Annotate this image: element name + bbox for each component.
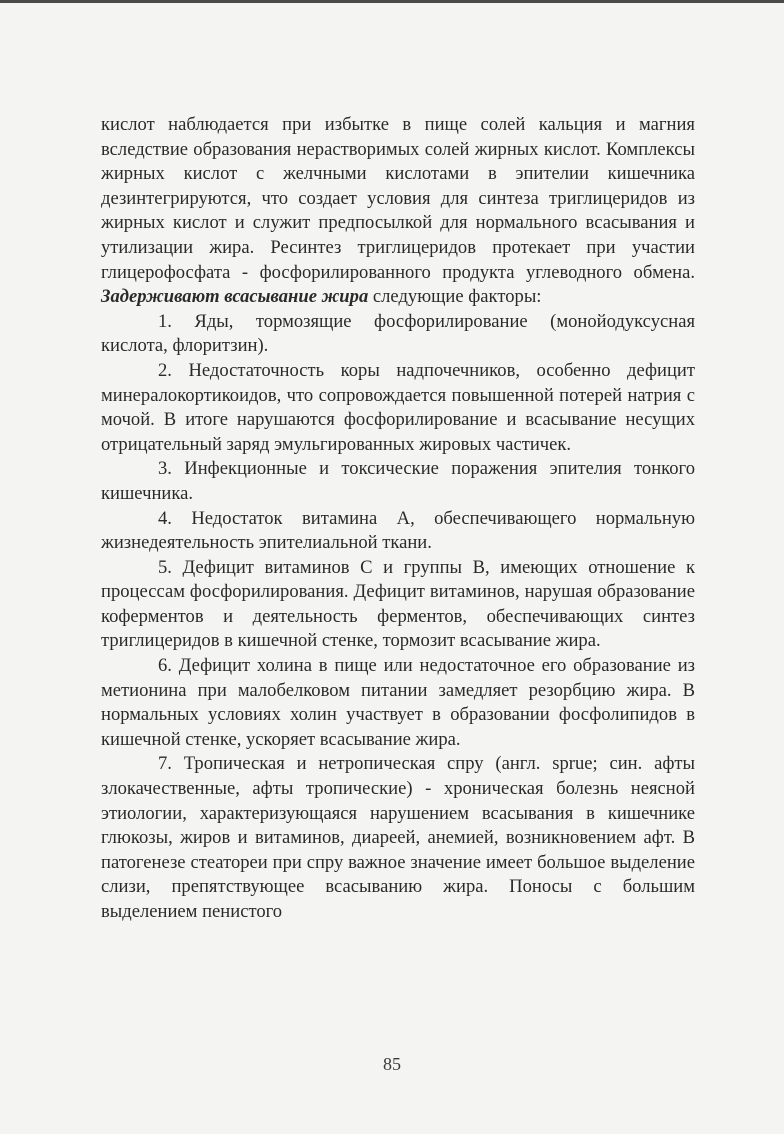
list-item-7: 7. Тропическая и нетропическая спру (англ. sprue; син. афты злокачественные, афты тропические) - хроническая болезнь неясной этиологии, характеризующаяся нарушением всасывания в кишечнике глюкозы, жиров и витаминов, диареей, анемией, возникновением афт. В патогенезе стеатореи при спру важное значение имеет большое выделение слизи, препятствующее всасыванию жира. Поносы с большим выделением пенистого [101, 753, 695, 922]
continuation-text: кислот наблюдается при избытке в пище солей кальция и магния вследствие образования нерастворимых солей жирных кислот. Комплексы жирных кислот с желчными кислотами в эпителии кишечника дезинтегрируются, что создает условия для синтеза триглицеридов из жирных кислот и служит предпосылкой для нормального всасывания и утилизации жира. Ресинтез триглицеридов протекает при участии глицерофосфата - фосфорилированного продукта углеводного обмена. [101, 114, 695, 283]
page-top-edge [0, 0, 784, 3]
list-item-3: 3. Инфекционные и токсические поражения эпителия тонкого кишечника. [101, 458, 695, 504]
text-column [101, 113, 695, 925]
factors-heading-emphasis: Задерживают всасывание жира [101, 286, 369, 308]
list-item-1: 1. Яды, тормозящие фосфорилирование (монойодуксусная кислота, флоритзин). [101, 310, 695, 357]
list-item-5: 5. Дефицит витаминов С и группы В, имеющих отношение к процессам фосфорилирования. Дефицит витаминов, нарушая образование коферментов и деятельность ферментов, обеспечивающих синтез триглицеридов в кишечной стенке, тормозит всасывание жира. [101, 556, 695, 652]
list-item-2: 2. Недостаточность коры надпочечников, особенно дефицит минералокортикоидов, что сопровождается повышенной потерей натрия с мочой. В итоге нарушаются фосфорилирование и всасывание несущих отрицательный заряд эмульгированных жировых частичек. [101, 359, 695, 455]
list-item-6: 6. Дефицит холина в пище или недостаточное его образование из метионина при малобелковом питании замедляет резорбцию жира. В нормальных условиях холин участвует в образовании фосфолипидов в кишечной стенке, ускоряет всасывание жира. [101, 655, 695, 750]
list-item-4: 4. Недостаток витамина А, обеспечивающего нормальную жизнедеятельность эпителиальной ткани. [101, 507, 695, 554]
paragraph-continuation [101, 113, 695, 310]
factors-heading-rest: следующие факторы: [368, 286, 542, 308]
page-number: 85 [383, 1054, 401, 1074]
